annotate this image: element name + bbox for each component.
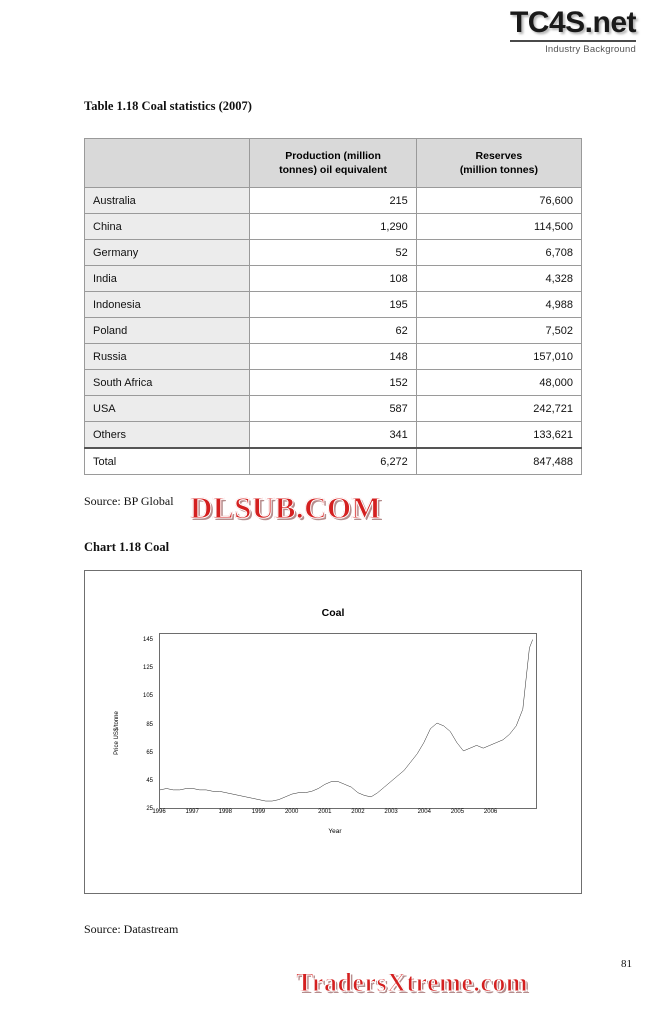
row-reserves: 157,010 <box>416 344 581 370</box>
reserves-header-line1: Reserves <box>475 150 523 162</box>
table-row <box>85 292 582 318</box>
plot-area <box>159 633 537 809</box>
table-row <box>85 240 582 266</box>
total-label: Total <box>85 448 250 475</box>
watermark-dlsub: DLSUB.COM <box>190 490 382 525</box>
table-row <box>85 344 582 370</box>
y-tick-label: 105 <box>142 693 153 700</box>
row-reserves: 4,328 <box>416 266 581 292</box>
table-header-corner <box>85 139 250 188</box>
table-header-row <box>85 139 582 188</box>
x-tick-label: 2006 <box>483 809 498 815</box>
table-row <box>85 318 582 344</box>
row-label: Others <box>85 422 250 449</box>
row-label: Russia <box>85 344 250 370</box>
row-production: 148 <box>250 344 416 370</box>
table-row <box>85 266 582 292</box>
row-label: Indonesia <box>85 292 250 318</box>
chart-title: Coal <box>321 607 345 619</box>
row-production: 62 <box>250 318 416 344</box>
row-reserves: 133,621 <box>416 422 581 449</box>
reserves-header-line2: (million tonnes) <box>459 164 538 176</box>
y-tick-label: 25 <box>146 806 153 812</box>
y-tick-label: 145 <box>142 637 153 644</box>
header-subtitle: Industry Background <box>545 44 636 55</box>
y-tick-label: 85 <box>146 721 153 728</box>
row-production: 1,290 <box>250 214 416 240</box>
table-header <box>85 139 582 188</box>
row-production: 52 <box>250 240 416 266</box>
row-reserves: 48,000 <box>416 370 581 396</box>
row-production: 195 <box>250 292 416 318</box>
table-body <box>85 188 582 475</box>
table-total-row <box>85 448 582 475</box>
table-row <box>85 396 582 422</box>
y-tick-label: 45 <box>146 777 153 784</box>
total-production: 6,272 <box>250 448 416 475</box>
x-axis-label: Year <box>328 828 342 835</box>
x-tick-label: 2005 <box>450 809 465 815</box>
x-tick-label: 1999 <box>251 809 266 815</box>
table-header-production <box>250 139 416 188</box>
row-production: 152 <box>250 370 416 396</box>
table-title: Table 1.18 Coal statistics (2007) <box>84 99 252 113</box>
production-header-line2: tonnes) oil equivalent <box>279 164 388 176</box>
table-row <box>85 188 582 214</box>
x-tick-label: 1997 <box>185 809 199 815</box>
page-header <box>510 8 636 55</box>
row-production: 108 <box>250 266 416 292</box>
chart-source: Source: Datastream <box>84 922 179 936</box>
page-number: 81 <box>621 958 632 970</box>
table-source: Source: BP Global <box>84 494 174 508</box>
brand-underline <box>510 40 636 42</box>
x-tick-label: 2004 <box>417 809 431 815</box>
row-label: China <box>85 214 250 240</box>
x-axis-ticks <box>152 809 537 821</box>
x-tick-label: 2003 <box>384 809 398 815</box>
row-label: South Africa <box>85 370 250 396</box>
table-row <box>85 422 582 449</box>
row-reserves: 242,721 <box>416 396 581 422</box>
chart-caption: Chart 1.18 Coal <box>84 540 170 554</box>
x-tick-label: 1998 <box>218 809 232 815</box>
row-label: Germany <box>85 240 250 266</box>
row-label: India <box>85 266 250 292</box>
x-tick-label: 2002 <box>351 809 365 815</box>
row-reserves: 7,502 <box>416 318 581 344</box>
row-reserves: 6,708 <box>416 240 581 266</box>
total-reserves: 847,488 <box>416 448 581 475</box>
coal-price-line <box>160 634 536 808</box>
table-row <box>85 214 582 240</box>
row-production: 215 <box>250 188 416 214</box>
y-axis-label: Price US$/tonne <box>113 711 120 755</box>
watermark-tradersxtreme: TradersXtreme.com <box>296 968 529 997</box>
x-tick-label: 1996 <box>152 809 166 815</box>
coal-statistics-table <box>84 138 582 475</box>
y-tick-label: 125 <box>142 665 153 672</box>
plot-wrapper <box>113 633 549 835</box>
y-axis-ticks <box>121 633 155 812</box>
y-tick-label: 65 <box>146 749 153 756</box>
row-reserves: 114,500 <box>416 214 581 240</box>
site-brand: TC4S.net <box>509 6 636 39</box>
table-row <box>85 370 582 396</box>
row-label: Australia <box>85 188 250 214</box>
table-header-reserves <box>416 139 581 188</box>
row-label: Poland <box>85 318 250 344</box>
row-label: USA <box>85 396 250 422</box>
row-production: 587 <box>250 396 416 422</box>
x-tick-label: 2000 <box>284 809 299 815</box>
row-reserves: 76,600 <box>416 188 581 214</box>
row-production: 341 <box>250 422 416 449</box>
row-reserves: 4,988 <box>416 292 581 318</box>
production-header-line1: Production (million <box>285 150 381 162</box>
x-tick-label: 2001 <box>318 809 332 815</box>
chart-container <box>84 570 582 894</box>
